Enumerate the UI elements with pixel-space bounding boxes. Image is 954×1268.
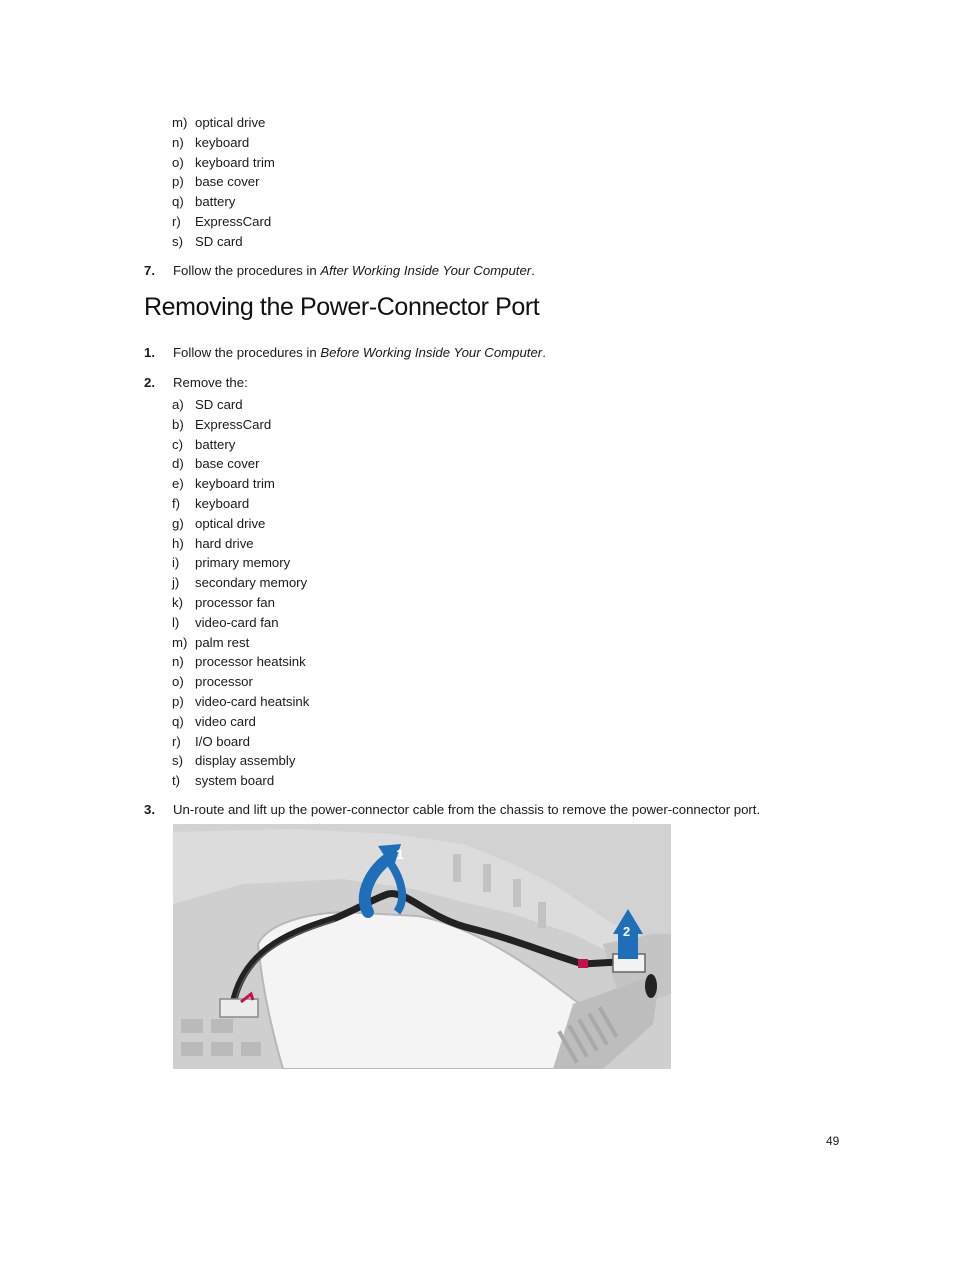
- list-item: [172, 153, 275, 173]
- list-marker: o): [172, 154, 184, 170]
- list-marker: i): [172, 555, 180, 571]
- list-item: [172, 212, 275, 232]
- step-3: [144, 801, 760, 819]
- previous-removal-list: [172, 113, 275, 252]
- list-item: [172, 771, 309, 791]
- list-item: [172, 672, 309, 692]
- list-item: [172, 192, 275, 212]
- list-item-text: secondary memory: [195, 575, 308, 591]
- list-item-text: processor fan: [195, 594, 275, 610]
- list-item-text: optical drive: [195, 115, 266, 130]
- list-item: [172, 435, 309, 455]
- list-item: [172, 712, 309, 732]
- list-marker: m): [172, 115, 188, 130]
- list-item: [172, 593, 309, 613]
- list-item: [172, 454, 309, 474]
- list-item: [172, 514, 309, 534]
- step-text: Follow the procedures in: [173, 345, 321, 360]
- list-item: [172, 415, 309, 435]
- list-item-text: video-card heatsink: [195, 693, 310, 709]
- list-item-text: keyboard trim: [195, 154, 275, 170]
- list-item: [172, 395, 309, 415]
- page-number: 49: [826, 1134, 840, 1148]
- list-item-text: primary memory: [195, 555, 291, 571]
- callout-2-label: 2: [623, 924, 631, 939]
- list-marker: c): [172, 436, 183, 452]
- list-marker: n): [172, 654, 184, 670]
- step-text: Remove the:: [173, 375, 248, 390]
- list-marker: p): [172, 174, 184, 190]
- list-marker: b): [172, 416, 184, 432]
- list-item-text: hard drive: [195, 535, 254, 551]
- list-marker: t): [172, 773, 181, 789]
- list-marker: f): [172, 495, 181, 511]
- list-item: [172, 692, 309, 712]
- list-marker: e): [172, 476, 184, 492]
- list-item: [172, 573, 309, 593]
- list-marker: j): [172, 575, 180, 591]
- removal-list: [172, 395, 309, 791]
- list-marker: q): [172, 194, 184, 210]
- list-marker: d): [172, 456, 184, 472]
- list-item-text: keyboard: [195, 495, 250, 511]
- list-marker: p): [172, 693, 184, 709]
- list-item-text: system board: [195, 773, 275, 789]
- list-item-text: ExpressCard: [195, 416, 272, 432]
- callout-1-label: 1: [396, 846, 404, 862]
- section-heading: Removing the Power-Connector Port: [144, 293, 540, 321]
- list-item-text: palm rest: [195, 634, 250, 650]
- step-number: 2.: [144, 375, 155, 390]
- list-item-text: ExpressCard: [195, 213, 272, 229]
- chassis-photo: [173, 824, 671, 1069]
- list-marker: r): [172, 213, 181, 229]
- list-item: [172, 172, 275, 192]
- list-marker: l): [172, 614, 180, 630]
- list-item: [172, 553, 309, 573]
- list-item: [172, 732, 309, 752]
- list-item: [172, 133, 275, 153]
- list-item: [172, 232, 275, 252]
- list-item: [172, 633, 309, 653]
- list-item-text: processor heatsink: [195, 654, 306, 670]
- cross-reference-link[interactable]: Before Working Inside Your Computer: [320, 345, 543, 360]
- list-marker: a): [172, 397, 184, 412]
- list-marker: k): [172, 594, 183, 610]
- list-item: [172, 652, 309, 672]
- step-text: Follow the procedures in: [173, 263, 321, 278]
- list-marker: s): [172, 753, 183, 769]
- list-item-text: keyboard trim: [195, 476, 275, 492]
- step-number: 7.: [144, 263, 155, 278]
- list-marker: n): [172, 134, 184, 150]
- list-item: [172, 534, 309, 554]
- cross-reference-link[interactable]: After Working Inside Your Computer: [320, 263, 532, 278]
- list-marker: m): [172, 634, 188, 650]
- list-item: [172, 494, 309, 514]
- list-item-text: base cover: [195, 174, 260, 190]
- step-1: [144, 344, 546, 362]
- list-item-text: SD card: [195, 397, 243, 412]
- step-number: 3.: [144, 802, 155, 817]
- list-item-text: video card: [195, 713, 256, 729]
- list-marker: h): [172, 535, 184, 551]
- list-marker: s): [172, 233, 183, 249]
- step-7: [144, 262, 535, 280]
- list-marker: g): [172, 515, 184, 531]
- list-item-text: I/O board: [195, 733, 250, 749]
- list-item: [172, 474, 309, 494]
- list-marker: r): [172, 733, 181, 749]
- list-item-text: optical drive: [195, 515, 266, 531]
- list-item-text: video-card fan: [195, 614, 279, 630]
- list-item: [172, 751, 309, 771]
- list-item-text: battery: [195, 436, 236, 452]
- list-item: [172, 113, 275, 133]
- step-text-end: .: [531, 263, 535, 278]
- step-text-end: .: [542, 345, 546, 360]
- list-item-text: keyboard: [195, 134, 250, 150]
- list-marker: q): [172, 713, 184, 729]
- step-number: 1.: [144, 345, 155, 360]
- power-connector-illustration: [173, 824, 671, 1069]
- step-text: Un-route and lift up the power-connector cable from the chassis to remove the power-connector port.: [173, 802, 761, 817]
- list-item: [172, 613, 309, 633]
- list-item-text: base cover: [195, 456, 260, 472]
- list-item-text: display assembly: [195, 753, 296, 769]
- list-item-text: battery: [195, 194, 236, 210]
- step-2: [144, 374, 248, 392]
- list-item-text: processor: [195, 674, 253, 690]
- list-marker: o): [172, 674, 184, 690]
- list-item-text: SD card: [195, 233, 243, 249]
